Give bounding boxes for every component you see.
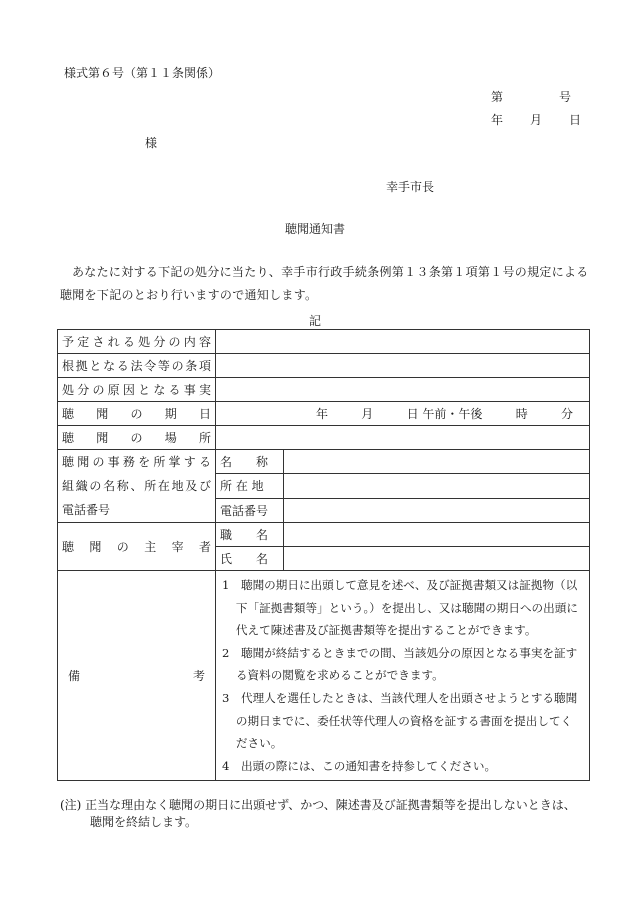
table-row — [58, 354, 590, 378]
table-row — [58, 450, 590, 474]
sub-label-address: 所 在 地 — [216, 474, 284, 498]
issuer: 幸手市長 — [386, 180, 435, 194]
doc-number-suffix: 号 — [559, 90, 572, 104]
field-office-name — [284, 450, 590, 474]
date-day: 日 — [568, 113, 581, 127]
remarks-label-left: 備 — [68, 669, 81, 684]
date-field-hour: 時 — [515, 407, 528, 421]
remark-item: 4 出頭の際には、この通知書を持参してください。 — [222, 758, 497, 773]
addressee: 様 — [145, 136, 158, 150]
footnote-line: 聴聞を終結します。 — [90, 815, 198, 829]
field-basis — [216, 354, 590, 378]
field-cause — [216, 378, 590, 402]
row-label-office — [58, 450, 216, 523]
table-row — [58, 426, 590, 450]
date-field-day-ampm — [407, 405, 483, 422]
date-field-minute: 分 — [560, 407, 573, 421]
field-presider-name — [284, 547, 590, 571]
doc-number-prefix: 第 — [491, 90, 504, 104]
field-place — [216, 426, 590, 450]
date-field-year: 年 — [316, 407, 329, 421]
issue-date — [491, 111, 581, 128]
table-row — [58, 523, 590, 547]
footnote-line: (注) 正当な理由なく聴聞の期日に出頭せず、かつ、陳述書及び証拠書類等を提出しないときは、 — [60, 798, 576, 812]
table-row — [58, 378, 590, 402]
document-number — [491, 88, 572, 105]
remarks-label-right: 考 — [192, 669, 205, 684]
remarks-content — [216, 571, 590, 781]
row-label-basis: 根拠となる法令等の条項 — [58, 354, 216, 378]
sub-label-name: 名 称 — [216, 450, 284, 474]
document-title: 聴聞通知書 — [284, 222, 345, 236]
field-office-phone — [284, 498, 590, 522]
sub-label-fullname: 氏 名 — [216, 547, 284, 571]
row-label-date: 聴 聞 の 期 日 — [58, 402, 216, 426]
table-row — [58, 571, 590, 781]
remark-item: 3 代理人を選任したときは、当該代理人を出頭させようとする聴聞の期日までに、委任状等代理人の資格を証する書面を提出してください。 — [222, 690, 578, 751]
date-field-ampm: 午前・午後 — [422, 407, 483, 421]
date-field-month: 月 — [361, 407, 374, 421]
notice-table — [57, 329, 590, 781]
footnote — [60, 797, 590, 831]
row-label-cause: 処分の原因となる事実 — [58, 378, 216, 402]
table-row — [58, 402, 590, 426]
date-year: 年 — [491, 113, 504, 127]
field-disposition — [216, 330, 590, 354]
row-label-place: 聴 聞 の 場 所 — [58, 426, 216, 450]
body-text: あなたに対する下記の処分に当たり、幸手市行政手続条例第１３条第１項第１号の規定による聴聞を下記のとおり行いますので通知します。 — [60, 265, 589, 302]
office-label-line: 組織の名称、所在地及び — [62, 479, 211, 493]
row-label-remarks — [58, 571, 216, 781]
row-label-presider: 聴 聞 の 主 宰 者 — [58, 523, 216, 571]
remark-item: 1 聴聞の期日に出頭して意見を述べ、及び証拠書類又は証拠物（以下「証拠書類等」という。）を提出し、又は聴聞の期日への出頭に代えて陳述書及び証拠書類等を提出することができます。 — [222, 578, 578, 638]
date-month: 月 — [529, 113, 542, 127]
office-label-line: 電話番号 — [62, 503, 111, 517]
remark-item: 2 聴聞が終結するときまでの間、当該処分の原因となる事実を証する資料の閲覧を求めることができます。 — [222, 645, 578, 683]
table-row — [58, 330, 590, 354]
field-presider-title — [284, 523, 590, 547]
date-field-day: 日 — [406, 407, 419, 421]
form-number: 様式第６号（第１１条関係） — [64, 66, 221, 80]
ki-marker: 記 — [308, 314, 321, 328]
sub-label-title: 職 名 — [216, 523, 284, 547]
field-office-address — [284, 474, 590, 498]
office-label-line: 聴聞の事務を所掌する — [62, 455, 211, 469]
field-hearing-date — [216, 402, 590, 426]
row-label-disposition: 予定される処分の内容 — [58, 330, 216, 354]
sub-label-phone: 電話番号 — [216, 498, 284, 522]
